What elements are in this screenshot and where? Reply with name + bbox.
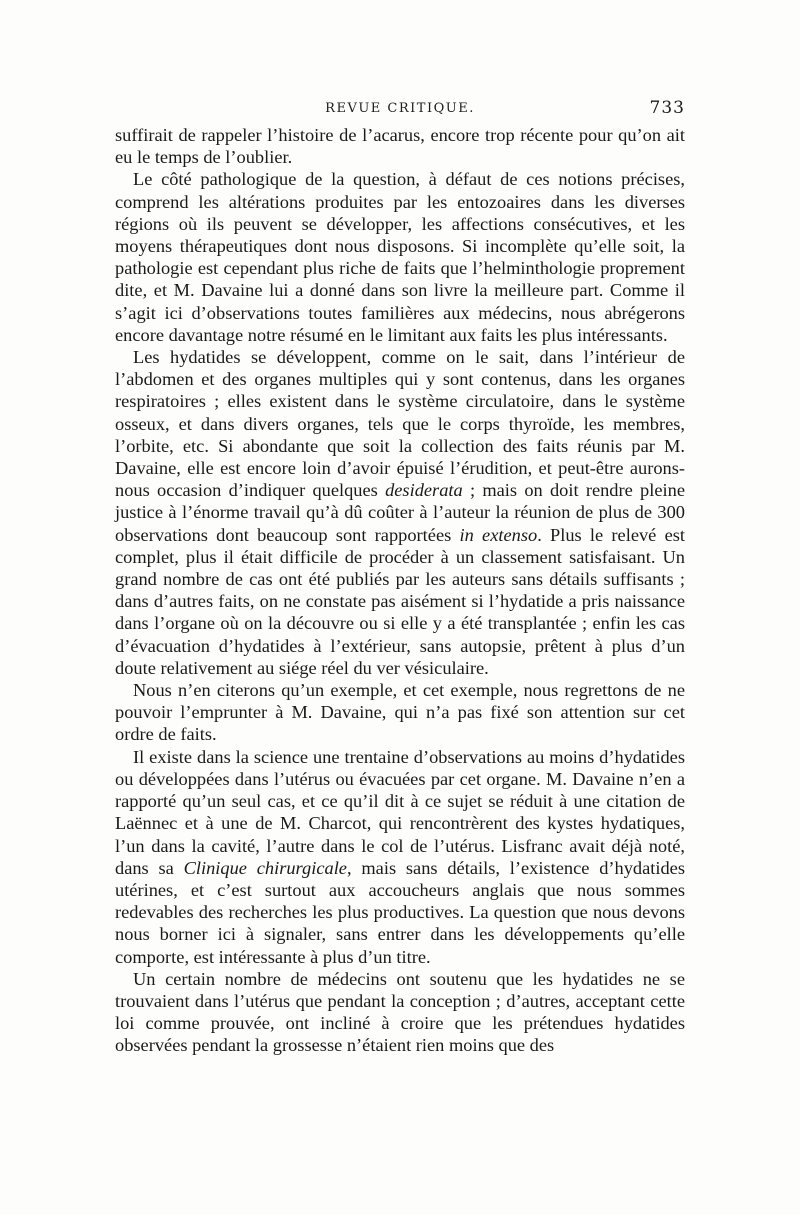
paragraph-text: Le côté pathologique de la question, à défaut de ces notions précises, comprend les altérations produites par les entozoaires dans les diverses régions où ils peuvent se développer, les affections consécutives, et les moyens thérapeutiques dont nous disposons. Si incomplète qu’elle soit, la pathologie est cependant plus riche de faits que l’helminthologie proprement dite, et M. Davaine lui a donné dans son livre la meilleure part. Comme il s’agit ici d’observations toutes familières aux médecins, nous abrégerons encore davantage notre résumé en le limitant aux faits les plus intéressants. [115,169,685,345]
body-text [115,124,685,1057]
paragraph-3 [115,679,685,746]
paragraph-4 [115,746,685,968]
paragraph-text: . Plus le relevé est complet, plus il était difficile de procéder à un classement satisfaisant. Un grand nombre de cas ont été publiés par les auteurs sans détails suffisants ; dans d’autres faits, on ne constate pas aisément si l’hydatide a pris naissance dans l’organe où on la découvre ou si elle y a été transplantée ; enfin les cas d’évacuation d’hydatides à l’extérieur, sans autopsie, prêtent à plus d’un doute relativement au siége réel du ver vésiculaire. [115,524,685,678]
paragraph-text: Un certain nombre de médecins ont soutenu que les hydatides ne se trouvaient dans l’utérus que pendant la conception ; d’autres, acceptant cette loi comme prouvée, ont incliné à croire que les prétendues hydatides observées pendant la grossesse n’étaient rien moins que des [115,968,685,1056]
running-title: REVUE CRITIQUE. [325,101,475,116]
paragraph-text: ; mais on doit rendre pleine justice à l’énorme travail qu’à dû coûter à l’auteur la réunion de plus de 300 observations dont beaucoup sont rapportées [115,480,685,545]
paragraph-text: Les hydatides se développent, comme on le sait, dans l’intérieur de l’abdomen et des organes multiples qui y sont contenus, dans les organes respiratoires ; elles existent dans le système circulatoire, dans le système osseux, et dans divers organes, tels que le corps thyroïde, les membres, l’orbite, etc. Si abondante que soit la collection des faits réunis par M. Davaine, elle est encore loin d’avoir épuisé l’érudition, et peut-être aurons-nous occasion d’indiquer quelques [115,347,685,501]
paragraph-text: Il existe dans la science une trentaine d’observations au moins d’hydatides ou développées dans l’utérus ou évacuées par cet organe. M. Davaine n’en a rapporté qu’un seul cas, et ce qu’il dit à ce sujet se réduit à une citation de Laënnec et à une de M. Charcot, qui rencontrèrent des kystes hydatiques, l’un dans la cavité, l’autre dans le col de l’utérus. Lisfranc avait déjà noté, dans sa [115,746,685,878]
paragraph-0 [115,124,685,168]
paragraph-1 [115,168,685,346]
italic-term: desiderata [385,480,463,501]
paragraph-2 [115,346,685,679]
paragraph-text: , mais sans détails, l’existence d’hydatides utérines, et c’est surtout aux accoucheurs anglais que nous sommes redevables des recherches les plus productives. La question que nous devons nous borner ici à signaler, sans entrer dans les développements qu’elle comporte, est intéressante à plus d’un titre. [115,857,685,967]
paragraph-text: suffirait de rappeler l’histoire de l’acarus, encore trop récente pour qu’on ait eu le temps de l’oublier. [115,125,685,168]
italic-term: in extenso [459,524,538,545]
paragraph-text: Nous n’en citerons qu’un exemple, et cet exemple, nous regrettons de ne pouvoir l’emprunter à M. Davaine, qui n’a pas fixé son attention sur cet ordre de faits. [115,680,685,745]
page-number: 733 [649,98,685,118]
italic-book-title: Clinique chirurgicale [183,857,347,878]
paragraph-5 [115,968,685,1057]
page-header [115,98,685,122]
